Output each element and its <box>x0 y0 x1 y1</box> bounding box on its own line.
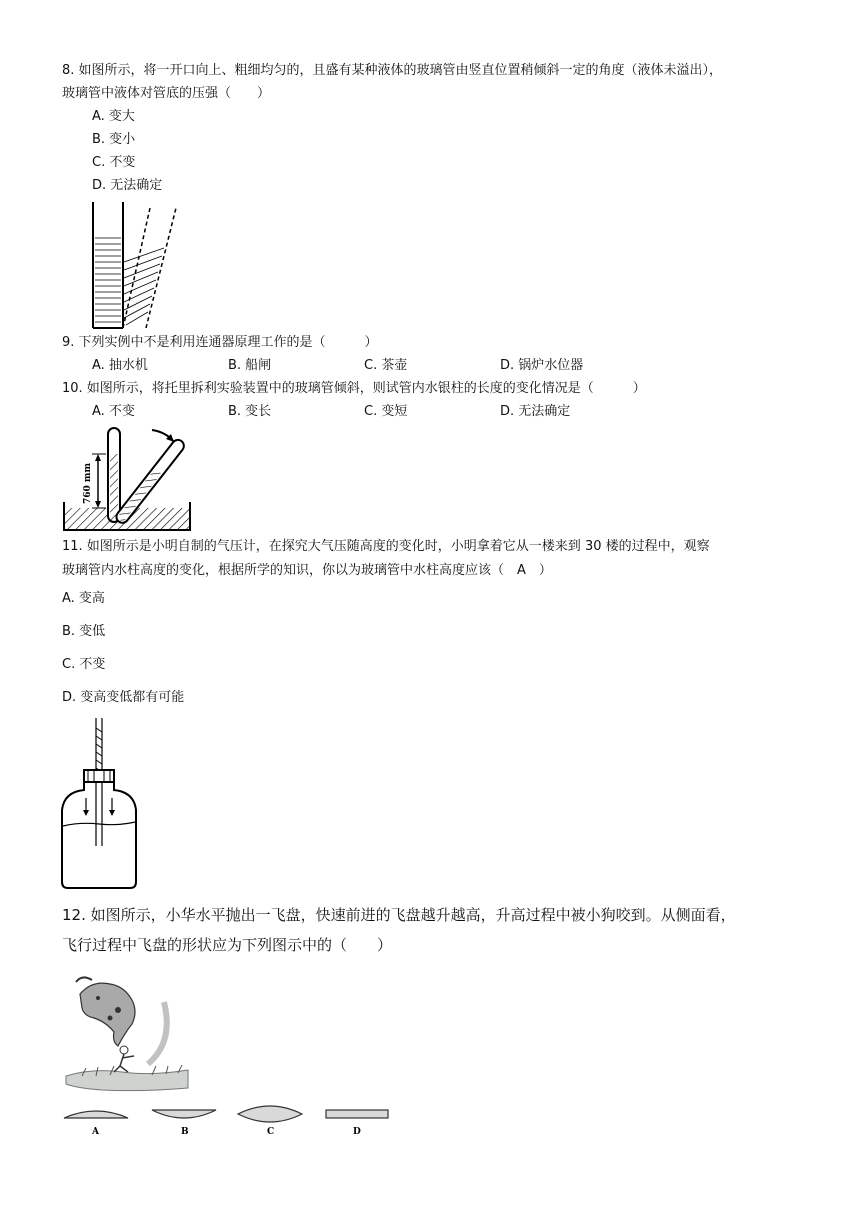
q12-dog-frisbee-illustration <box>62 972 192 1094</box>
q12-stem-line2: 飞行过程中飞盘的形状应为下列图示中的（ ） <box>62 936 393 954</box>
q12-shape-a <box>62 1106 132 1138</box>
q12-shape-a-label: A <box>92 1127 99 1137</box>
q10-760mm-label: 760 mm <box>83 463 93 504</box>
q11-stem-line2: 玻璃管内水柱高度的变化，根据所学的知识，你以为玻璃管中水柱高度应该（ A ） <box>62 563 552 578</box>
q9-option-b: B. 船闸 <box>228 358 272 373</box>
q10-torricelli-figure <box>62 424 192 532</box>
q11-option-d: D. 变高变低都有可能 <box>62 690 185 705</box>
q9-stem: 9. 下列实例中不是利用连通器原理工作的是（ ） <box>62 335 378 350</box>
q11-option-a: A. 变高 <box>62 591 105 606</box>
q9-option-d: D. 锅炉水位器 <box>500 358 584 373</box>
q8-tube-figure <box>88 200 183 330</box>
q12-shape-b <box>150 1106 220 1138</box>
q8-option-c: C. 不变 <box>92 155 136 170</box>
q11-barometer-figure <box>60 718 140 890</box>
q9-option-a: A. 抽水机 <box>92 358 148 373</box>
q8-option-a: A. 变大 <box>92 109 135 124</box>
q12-stem-line1: 12. 如图所示，小华水平抛出一飞盘，快速前进的飞盘越升越高，升高过程中被小狗咬到。从侧面看， <box>62 906 736 924</box>
q12-shape-c-label: C <box>267 1127 275 1137</box>
q11-stem-line1: 11. 如图所示是小明自制的气压计，在探究大气压随高度的变化时，小明拿着它从一楼来到 30 楼的过程中，观察 <box>62 539 710 554</box>
q12-shape-d-label: D <box>353 1127 361 1137</box>
q12-shape-d <box>324 1106 394 1138</box>
q10-option-d: D. 无法确定 <box>500 404 571 419</box>
q11-option-c: C. 不变 <box>62 657 106 672</box>
q10-stem: 10. 如图所示，将托里拆利实验装置中的玻璃管倾斜，则试管内水银柱的长度的变化情况是（ ） <box>62 381 646 396</box>
q10-option-a: A. 不变 <box>92 404 135 419</box>
q12-shape-b-label: B <box>181 1127 189 1137</box>
q8-stem-line2: 玻璃管中液体对管底的压强（ ） <box>62 86 271 101</box>
q11-option-b: B. 变低 <box>62 624 106 639</box>
q9-option-c: C. 茶壶 <box>364 358 408 373</box>
q10-option-b: B. 变长 <box>228 404 272 419</box>
q8-option-d: D. 无法确定 <box>92 178 163 193</box>
q8-stem-line1: 8. 如图所示，将一开口向上、粗细均匀的，且盛有某种液体的玻璃管由竖直位置稍倾斜一定的角度（液体未溢出）， <box>62 63 723 78</box>
q12-shape-c <box>236 1102 306 1138</box>
q8-option-b: B. 变小 <box>92 132 136 147</box>
q10-option-c: C. 变短 <box>364 404 408 419</box>
